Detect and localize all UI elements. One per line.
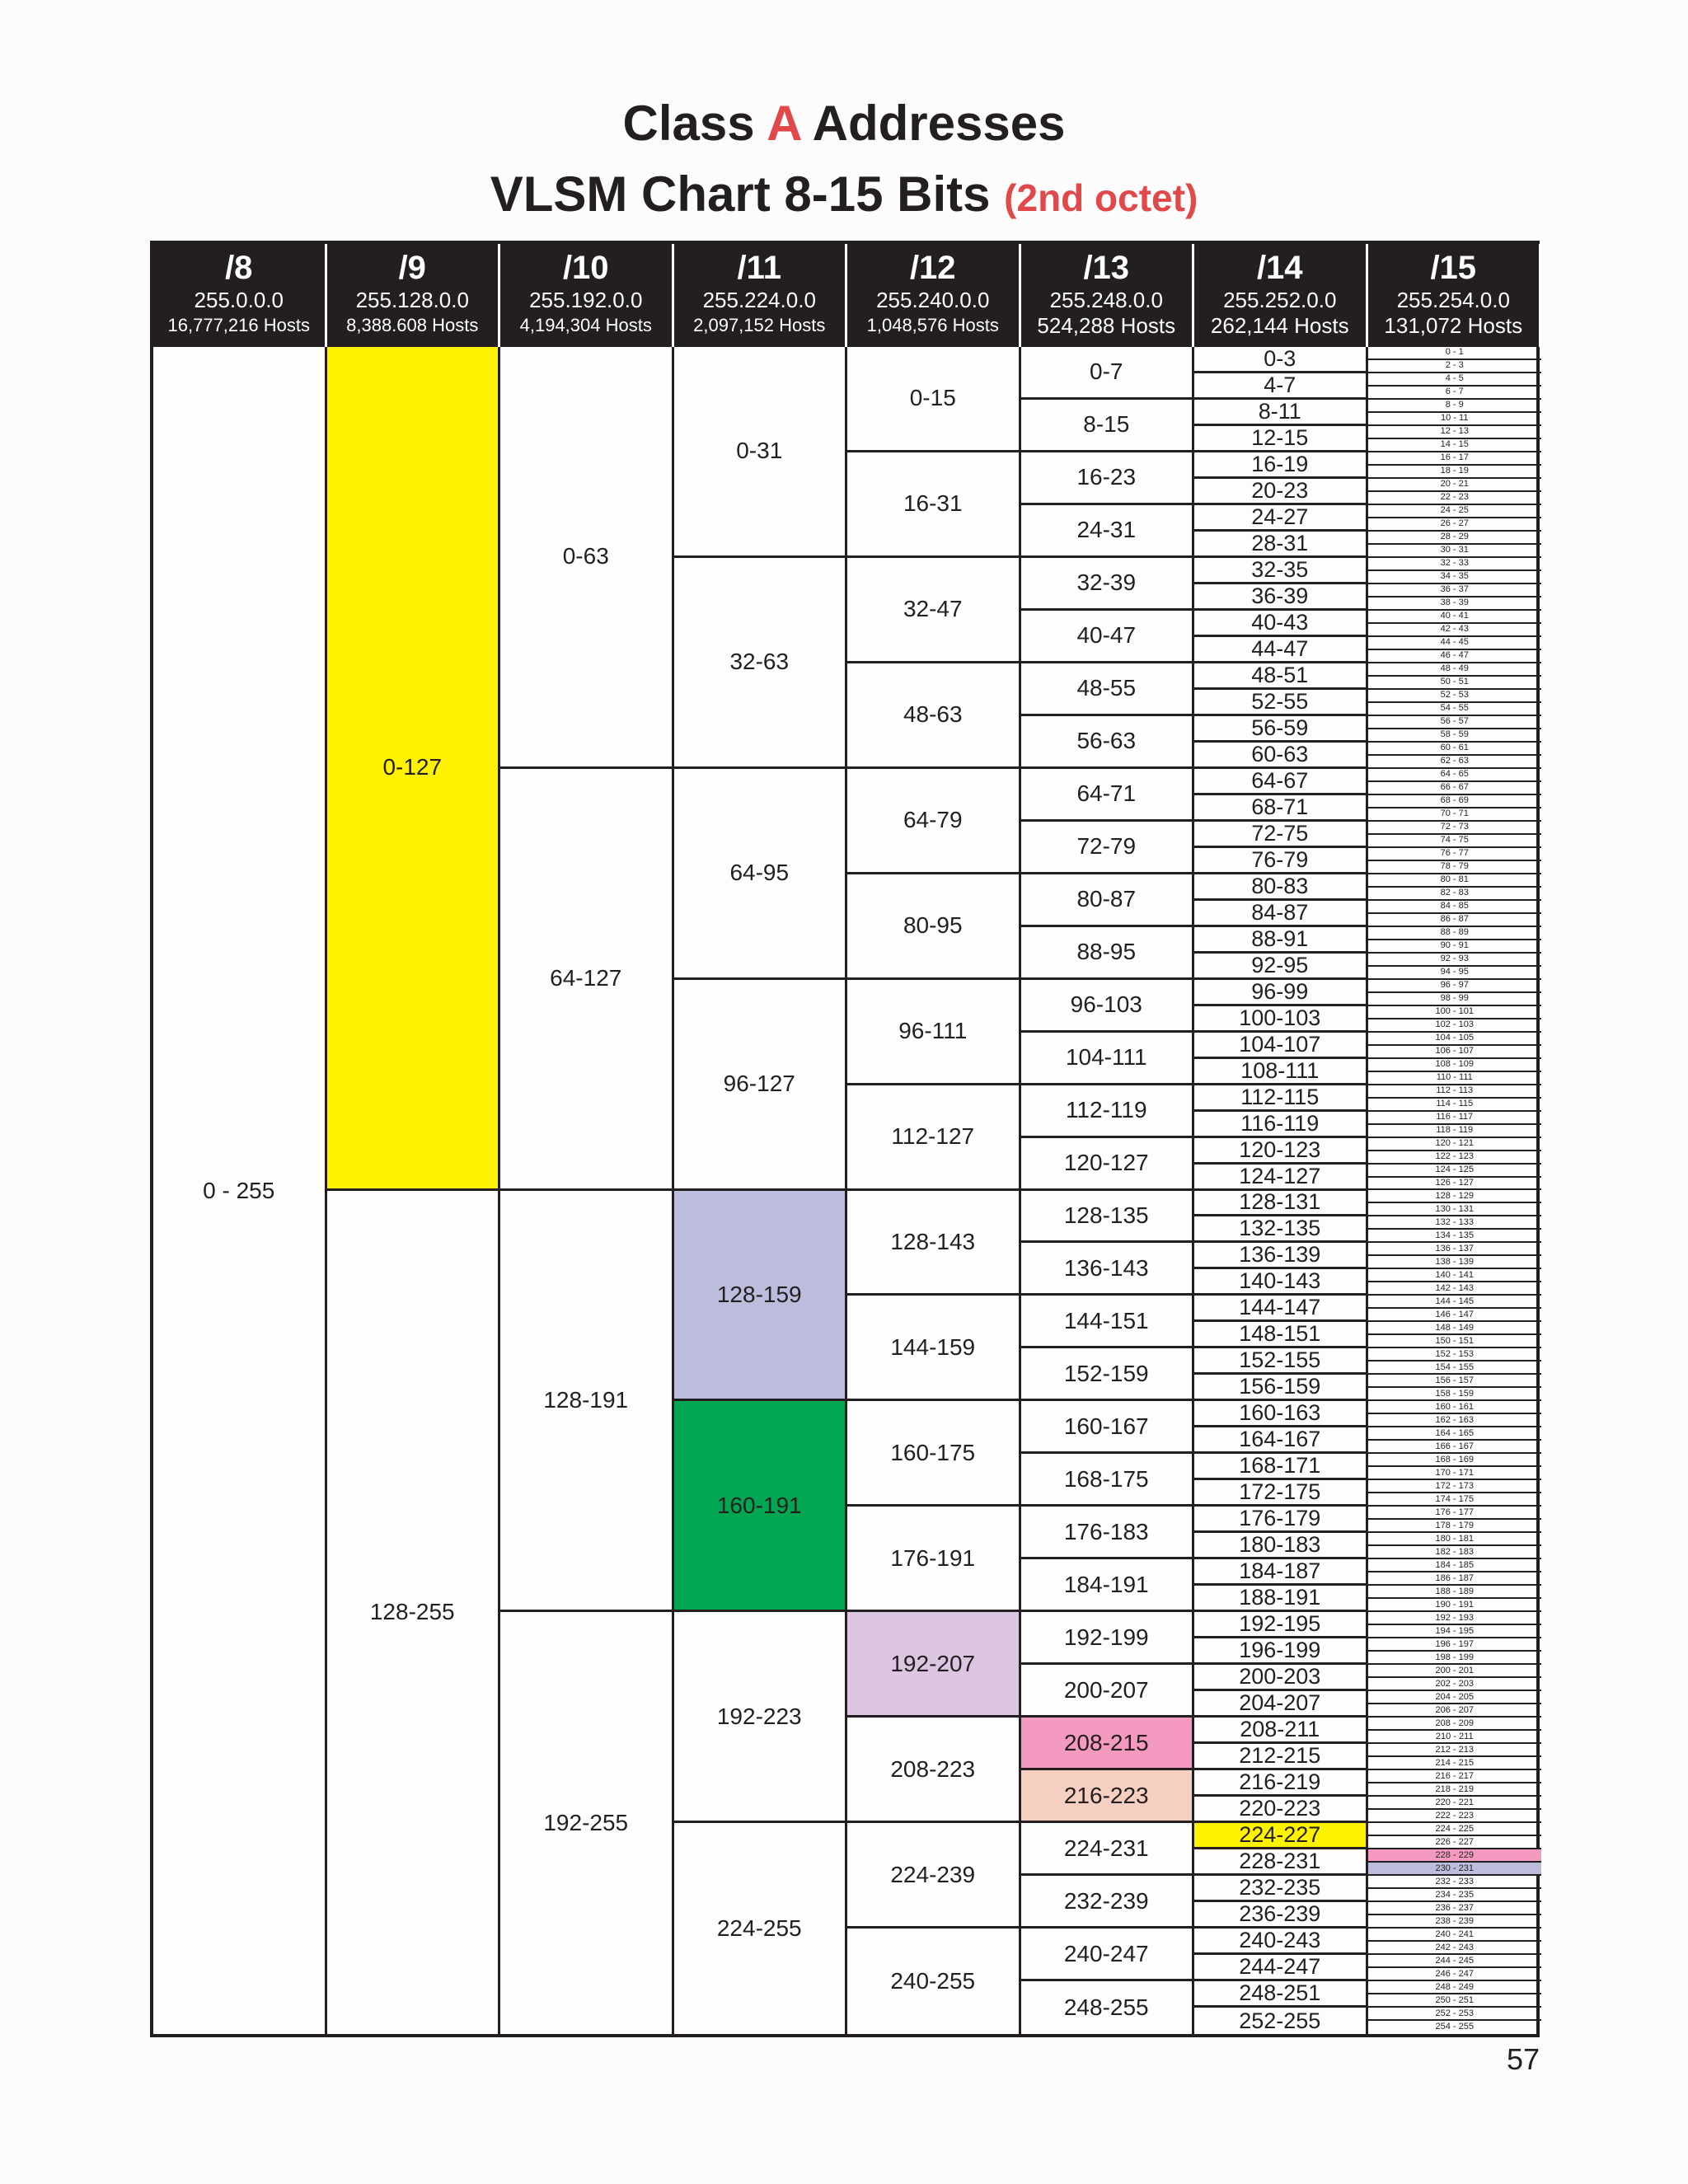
column-header — [1021, 244, 1195, 347]
page-title — [0, 91, 1688, 157]
range-cell: 212-215 — [1194, 1744, 1368, 1770]
range-cell: 94 - 95 — [1368, 967, 1542, 980]
range-cell: 152-159 — [1021, 1348, 1195, 1401]
range-cell: 176-183 — [1021, 1507, 1195, 1559]
prefix-label: /13 — [1083, 250, 1130, 286]
hosts-count: 8,388.608 Hosts — [346, 315, 479, 335]
range-cell: 124-127 — [1194, 1165, 1368, 1191]
range-cell: 192-255 — [500, 1612, 674, 2034]
range-cell: 14 - 15 — [1368, 439, 1542, 452]
range-cell: 178 - 179 — [1368, 1520, 1542, 1533]
range-cell: 40 - 41 — [1368, 611, 1542, 624]
range-cell: 120-127 — [1021, 1138, 1195, 1191]
prefix-label: /8 — [225, 250, 253, 286]
range-cell: 236 - 237 — [1368, 1902, 1542, 1915]
range-cell: 216-219 — [1194, 1770, 1368, 1797]
range-cell: 96-127 — [674, 980, 848, 1191]
range-cell: 18 - 19 — [1368, 466, 1542, 479]
range-cell: 194 - 195 — [1368, 1625, 1542, 1638]
range-cell: 128-255 — [327, 1191, 501, 2035]
range-cell: 112-127 — [847, 1085, 1021, 1191]
subnet-mask: 255.254.0.0 — [1396, 288, 1510, 312]
range-cell: 168-175 — [1021, 1454, 1195, 1507]
hosts-count: 2,097,152 Hosts — [693, 315, 826, 335]
range-cell: 240-243 — [1194, 1929, 1368, 1955]
range-cell: 204 - 205 — [1368, 1691, 1542, 1704]
range-cell: 112 - 113 — [1368, 1085, 1542, 1099]
range-cell: 0-31 — [674, 347, 848, 558]
range-cell: 254 - 255 — [1435, 2022, 1474, 2032]
range-cell: 252 - 253 — [1368, 2008, 1542, 2021]
range-cell: 230 - 231 — [1368, 1863, 1542, 1876]
range-cell: 224-227 — [1194, 1823, 1368, 1849]
range-cell: 154 - 155 — [1368, 1361, 1542, 1375]
range-cell: 4 - 5 — [1368, 373, 1542, 387]
range-cell: 104-107 — [1194, 1033, 1368, 1059]
range-cell: 46 - 47 — [1368, 650, 1542, 663]
range-cell: 72-75 — [1194, 822, 1368, 848]
range-cell: 48-51 — [1194, 663, 1368, 690]
range-cell: 32-47 — [847, 558, 1021, 663]
title-addresses-word: Addresses — [812, 96, 1066, 151]
range-cell: 68 - 69 — [1368, 795, 1542, 808]
range-cell: 196 - 197 — [1368, 1638, 1542, 1652]
range-cell: 234 - 235 — [1368, 1889, 1542, 1902]
range-cell: 36-39 — [1194, 584, 1368, 611]
range-cell: 116 - 117 — [1368, 1112, 1542, 1125]
range-cell: 8-15 — [1021, 400, 1195, 452]
subnet-mask: 255.192.0.0 — [529, 288, 643, 312]
range-cell: 8-11 — [1194, 400, 1368, 426]
range-cell: 242 - 243 — [1368, 1942, 1542, 1955]
range-cell: 20 - 21 — [1368, 479, 1542, 492]
range-cell: 62 - 63 — [1368, 756, 1542, 769]
range-cell: 244 - 245 — [1368, 1955, 1542, 1968]
range-cell: 32-63 — [674, 558, 848, 769]
column-header — [153, 244, 327, 347]
range-cell: 48-63 — [847, 663, 1021, 769]
hosts-count: 524,288 Hosts — [1037, 313, 1176, 338]
subnet-mask: 255.0.0.0 — [194, 288, 284, 312]
range-cell: 160 - 161 — [1368, 1401, 1542, 1414]
range-cell: 38 - 39 — [1368, 598, 1542, 611]
range-cell: 2 - 3 — [1368, 360, 1542, 373]
prefix-label: /15 — [1430, 250, 1477, 286]
range-cell: 224-239 — [847, 1823, 1021, 1929]
range-cell: 122 - 123 — [1368, 1151, 1542, 1165]
range-cell: 10 - 11 — [1368, 413, 1542, 426]
page-subtitle — [0, 162, 1688, 231]
range-cell: 208-211 — [1194, 1718, 1368, 1744]
range-cell: 182 - 183 — [1368, 1546, 1542, 1559]
range-cell: 110 - 111 — [1368, 1072, 1542, 1085]
range-cell: 44-47 — [1194, 637, 1368, 663]
range-cell: 208-223 — [847, 1718, 1021, 1823]
range-cell: 12-15 — [1194, 426, 1368, 452]
range-cell: 84-87 — [1194, 901, 1368, 927]
column-header — [1194, 244, 1368, 347]
range-cell: 72 - 73 — [1368, 822, 1542, 835]
range-cell: 112-115 — [1194, 1085, 1368, 1112]
range-cell: 196-199 — [1194, 1638, 1368, 1665]
vlsm-chart — [150, 241, 1540, 2037]
subtitle-note: (2nd octet) — [1004, 176, 1198, 219]
range-cell: 76 - 77 — [1368, 848, 1542, 861]
range-cell: 80-87 — [1021, 874, 1195, 927]
range-cell: 0 - 255 — [153, 347, 327, 2034]
range-cell: 54 - 55 — [1368, 703, 1542, 716]
range-cell: 108-111 — [1194, 1059, 1368, 1085]
range-cell: 40-47 — [1021, 611, 1195, 663]
range-cell: 162 - 163 — [1368, 1414, 1542, 1427]
range-cell: 238 - 239 — [1368, 1915, 1542, 1929]
range-cell: 204-207 — [1194, 1691, 1368, 1718]
range-cell: 88 - 89 — [1368, 927, 1542, 940]
range-cell: 136-143 — [1021, 1243, 1195, 1296]
range-cell: 184-187 — [1194, 1559, 1368, 1586]
range-cell: 42 - 43 — [1368, 624, 1542, 637]
range-cell: 56-59 — [1194, 716, 1368, 743]
range-cell: 140-143 — [1194, 1269, 1368, 1296]
range-cell: 4-7 — [1194, 373, 1368, 400]
range-cell: 250 - 251 — [1368, 1994, 1542, 2008]
range-cell: 184 - 185 — [1368, 1559, 1542, 1572]
hosts-count: 4,194,304 Hosts — [519, 315, 652, 335]
prefix-label: /9 — [398, 250, 426, 286]
range-cell: 64-67 — [1194, 769, 1368, 795]
column-header — [1368, 244, 1542, 347]
column-header — [327, 244, 501, 347]
range-cell: 212 - 213 — [1368, 1744, 1542, 1757]
range-cell: 138 - 139 — [1368, 1256, 1542, 1269]
range-cell: 8 - 9 — [1368, 400, 1542, 413]
range-cell: 176-179 — [1194, 1507, 1368, 1533]
range-cell: 80-95 — [847, 874, 1021, 980]
range-cell: 88-91 — [1194, 927, 1368, 954]
range-cell: 248-255 — [1021, 1981, 1195, 2034]
prefix-label: /12 — [909, 250, 956, 286]
range-cell: 0-7 — [1021, 347, 1195, 400]
range-cell: 52-55 — [1194, 690, 1368, 716]
range-cell: 88-95 — [1021, 927, 1195, 980]
title-class-word: Class — [622, 96, 755, 151]
title-class-letter: A — [767, 96, 801, 151]
range-cell: 24 - 25 — [1368, 505, 1542, 518]
range-cell: 64-79 — [847, 769, 1021, 874]
range-cell: 24-27 — [1194, 505, 1368, 532]
range-cell: 96 - 97 — [1368, 980, 1542, 993]
range-cell: 158 - 159 — [1368, 1388, 1542, 1401]
range-cell: 192 - 193 — [1368, 1612, 1542, 1625]
range-cell: 66 - 67 — [1368, 782, 1542, 795]
range-cell: 132 - 133 — [1368, 1216, 1542, 1230]
range-cell: 16-19 — [1194, 452, 1368, 479]
subnet-mask: 255.128.0.0 — [355, 288, 469, 312]
range-cell: 100-103 — [1194, 1006, 1368, 1033]
hosts-count: 16,777,216 Hosts — [167, 315, 310, 335]
range-cell: 144-159 — [847, 1296, 1021, 1401]
range-cell: 128-135 — [1021, 1191, 1195, 1244]
range-cell: 186 - 187 — [1368, 1572, 1542, 1586]
range-cell: 130 - 131 — [1368, 1203, 1542, 1216]
range-cell: 26 - 27 — [1368, 518, 1542, 532]
range-cell: 188 - 189 — [1368, 1586, 1542, 1599]
page-number: 57 — [1506, 2042, 1540, 2076]
range-cell: 168-171 — [1194, 1454, 1368, 1480]
range-cell: 232-235 — [1194, 1876, 1368, 1902]
range-cell: 224-231 — [1021, 1823, 1195, 1876]
range-cell: 34 - 35 — [1368, 571, 1542, 584]
range-cell: 240-247 — [1021, 1929, 1195, 1981]
prefix-label: /14 — [1256, 250, 1303, 286]
range-cell: 236-239 — [1194, 1902, 1368, 1929]
range-cell: 210 - 211 — [1368, 1731, 1542, 1744]
hosts-count: 1,048,576 Hosts — [866, 315, 999, 335]
column-header — [847, 244, 1021, 347]
range-cell: 16-31 — [847, 452, 1021, 558]
column-header — [500, 244, 674, 347]
subnet-mask: 255.240.0.0 — [876, 288, 990, 312]
range-cell: 128 - 129 — [1368, 1191, 1542, 1204]
prefix-label: /10 — [562, 250, 609, 286]
range-cell: 126 - 127 — [1368, 1178, 1542, 1191]
range-cell: 30 - 31 — [1368, 545, 1542, 558]
range-cell: 136-139 — [1194, 1243, 1368, 1269]
range-cell: 32 - 33 — [1368, 558, 1542, 571]
range-cell: 142 - 143 — [1368, 1282, 1542, 1296]
range-cell: 50 - 51 — [1368, 677, 1542, 690]
range-cell: 144-147 — [1194, 1296, 1368, 1322]
range-cell: 16-23 — [1021, 452, 1195, 505]
range-cell: 120-123 — [1194, 1138, 1368, 1165]
range-cell: 22 - 23 — [1368, 492, 1542, 505]
range-cell: 40-43 — [1194, 611, 1368, 637]
range-cell: 90 - 91 — [1368, 940, 1542, 954]
range-cell: 128-131 — [1194, 1191, 1368, 1217]
range-cell: 124 - 125 — [1368, 1165, 1542, 1178]
range-cell: 76-79 — [1194, 848, 1368, 874]
subtitle-main: VLSM Chart 8-15 Bits — [490, 166, 991, 222]
range-cell: 246 - 247 — [1368, 1968, 1542, 1981]
range-cell: 232-239 — [1021, 1876, 1195, 1929]
range-cell: 220 - 221 — [1368, 1797, 1542, 1810]
range-cell: 168 - 169 — [1368, 1454, 1542, 1467]
range-cell: 80-83 — [1194, 874, 1368, 901]
range-cell: 220-223 — [1194, 1797, 1368, 1823]
range-cell: 60-63 — [1194, 743, 1368, 769]
range-cell: 224-255 — [674, 1823, 848, 2034]
range-cell: 156 - 157 — [1368, 1375, 1542, 1388]
range-cell: 174 - 175 — [1368, 1493, 1542, 1507]
range-cell: 64-71 — [1021, 769, 1195, 822]
range-cell: 64 - 65 — [1368, 769, 1542, 782]
range-cell: 80 - 81 — [1368, 874, 1542, 888]
hosts-count: 262,144 Hosts — [1210, 313, 1349, 338]
range-cell: 188-191 — [1194, 1586, 1368, 1612]
range-cell: 160-191 — [674, 1401, 848, 1612]
range-cell: 226 - 227 — [1368, 1836, 1542, 1849]
range-cell: 148 - 149 — [1368, 1322, 1542, 1335]
range-cell: 20-23 — [1194, 479, 1368, 505]
range-cell: 70 - 71 — [1368, 808, 1542, 822]
range-cell: 6 - 7 — [1368, 387, 1542, 400]
range-cell: 224 - 225 — [1368, 1823, 1542, 1836]
range-cell: 128-191 — [500, 1191, 674, 1613]
range-cell: 248 - 249 — [1368, 1981, 1542, 1994]
range-cell: 128-159 — [674, 1191, 848, 1402]
range-cell: 82 - 83 — [1368, 888, 1542, 901]
range-cell: 24-31 — [1021, 505, 1195, 558]
range-cell: 160-163 — [1194, 1401, 1368, 1427]
range-cell: 180-183 — [1194, 1533, 1368, 1559]
range-cell: 240 - 241 — [1368, 1929, 1542, 1942]
range-cell: 58 - 59 — [1368, 729, 1542, 743]
range-cell: 108 - 109 — [1368, 1059, 1542, 1072]
hosts-count: 131,072 Hosts — [1384, 313, 1523, 338]
range-cell: 198 - 199 — [1368, 1652, 1542, 1665]
range-cell: 144 - 145 — [1368, 1296, 1542, 1309]
range-cell: 116-119 — [1194, 1112, 1368, 1138]
range-cell: 0-3 — [1194, 347, 1368, 373]
range-cell: 56 - 57 — [1368, 716, 1542, 729]
range-cell: 208-215 — [1021, 1718, 1195, 1770]
range-cell: 74 - 75 — [1368, 835, 1542, 848]
range-cell: 96-103 — [1021, 980, 1195, 1033]
range-cell: 132-135 — [1194, 1216, 1368, 1243]
range-cell: 60 - 61 — [1368, 743, 1542, 756]
range-cell: 146 - 147 — [1368, 1309, 1542, 1322]
range-cell: 200-203 — [1194, 1665, 1368, 1691]
subnet-mask: 255.252.0.0 — [1223, 288, 1337, 312]
range-cell: 102 - 103 — [1368, 1019, 1542, 1033]
subnet-mask: 255.248.0.0 — [1049, 288, 1163, 312]
range-cell: 164 - 165 — [1368, 1427, 1542, 1441]
range-cell: 172 - 173 — [1368, 1480, 1542, 1493]
range-cell: 176 - 177 — [1368, 1507, 1542, 1520]
range-cell: 172-175 — [1194, 1480, 1368, 1507]
range-cell: 252-255 — [1194, 2008, 1368, 2034]
range-cell: 36 - 37 — [1368, 584, 1542, 598]
range-cell: 64-127 — [500, 769, 674, 1191]
range-cell: 200 - 201 — [1368, 1665, 1542, 1678]
range-cell: 98 - 99 — [1368, 993, 1542, 1006]
prefix-label: /11 — [737, 250, 781, 286]
range-cell: 28-31 — [1194, 532, 1368, 558]
range-cell: 216-223 — [1021, 1770, 1195, 1823]
range-cell: 218 - 219 — [1368, 1783, 1542, 1797]
range-cell: 0-15 — [847, 347, 1021, 452]
range-cell: 92 - 93 — [1368, 954, 1542, 967]
range-cell: 152 - 153 — [1368, 1348, 1542, 1361]
range-cell: 214 - 215 — [1368, 1757, 1542, 1770]
range-cell: 202 - 203 — [1368, 1678, 1542, 1691]
range-cell: 160-175 — [847, 1401, 1021, 1507]
range-cell: 190 - 191 — [1368, 1599, 1542, 1612]
range-cell: 104-111 — [1021, 1033, 1195, 1085]
range-cell: 206 - 207 — [1368, 1704, 1542, 1718]
range-cell: 112-119 — [1021, 1085, 1195, 1138]
range-cell: 144-151 — [1021, 1296, 1195, 1348]
range-cell: 136 - 137 — [1368, 1243, 1542, 1256]
range-cell: 84 - 85 — [1368, 901, 1542, 914]
range-cell: 48 - 49 — [1368, 663, 1542, 677]
range-cell: 228-231 — [1194, 1849, 1368, 1876]
range-cell: 118 - 119 — [1368, 1125, 1542, 1138]
column-header — [674, 244, 848, 347]
range-cell: 192-199 — [1021, 1612, 1195, 1665]
range-cell: 150 - 151 — [1368, 1335, 1542, 1348]
range-cell: 0-63 — [500, 347, 674, 769]
range-cell: 176-191 — [847, 1507, 1021, 1612]
range-cell: 100 - 101 — [1368, 1006, 1542, 1019]
range-cell: 152-155 — [1194, 1348, 1368, 1375]
range-cell: 52 - 53 — [1368, 690, 1542, 703]
range-cell: 180 - 181 — [1368, 1533, 1542, 1546]
range-cell: 64-95 — [674, 769, 848, 980]
subnet-mask: 255.224.0.0 — [702, 288, 816, 312]
range-cell: 96-99 — [1194, 980, 1368, 1006]
range-cell: 92-95 — [1194, 954, 1368, 980]
range-cell: 240-255 — [847, 1929, 1021, 2034]
range-cell: 170 - 171 — [1368, 1467, 1542, 1480]
range-cell: 104 - 105 — [1368, 1033, 1542, 1046]
range-cell: 0-127 — [327, 347, 501, 1191]
range-cell: 200-207 — [1021, 1665, 1195, 1718]
range-cell: 244-247 — [1194, 1955, 1368, 1981]
range-cell: 134 - 135 — [1368, 1230, 1542, 1243]
range-cell: 208 - 209 — [1368, 1718, 1542, 1731]
range-cell: 232 - 233 — [1368, 1876, 1542, 1889]
range-cell: 128-143 — [847, 1191, 1021, 1296]
range-cell: 32-35 — [1194, 558, 1368, 584]
range-cell: 114 - 115 — [1368, 1099, 1542, 1112]
range-cell: 56-63 — [1021, 716, 1195, 769]
range-cell: 192-223 — [674, 1612, 848, 1823]
range-cell: 160-167 — [1021, 1401, 1195, 1454]
range-cell: 16 - 17 — [1368, 452, 1542, 466]
range-cell: 228 - 229 — [1368, 1849, 1542, 1863]
range-cell: 86 - 87 — [1368, 914, 1542, 927]
range-cell: 166 - 167 — [1368, 1441, 1542, 1454]
range-cell: 48-55 — [1021, 663, 1195, 716]
range-cell: 32-39 — [1021, 558, 1195, 611]
range-cell: 222 - 223 — [1368, 1810, 1542, 1823]
range-cell: 68-71 — [1194, 795, 1368, 822]
range-cell: 106 - 107 — [1368, 1046, 1542, 1059]
range-cell: 72-79 — [1021, 822, 1195, 874]
range-cell: 248-251 — [1194, 1981, 1368, 2008]
range-cell: 44 - 45 — [1368, 637, 1542, 650]
range-cell: 184-191 — [1021, 1559, 1195, 1612]
range-cell: 12 - 13 — [1368, 426, 1542, 439]
range-cell: 192-207 — [847, 1612, 1021, 1718]
range-cell: 0 - 1 — [1368, 347, 1542, 360]
range-cell: 140 - 141 — [1368, 1269, 1542, 1282]
range-cell: 192-195 — [1194, 1612, 1368, 1638]
range-cell: 28 - 29 — [1368, 532, 1542, 545]
range-cell: 78 - 79 — [1368, 861, 1542, 874]
range-cell: 164-167 — [1194, 1427, 1368, 1454]
range-cell: 216 - 217 — [1368, 1770, 1542, 1783]
range-cell: 156-159 — [1194, 1375, 1368, 1401]
range-cell: 120 - 121 — [1368, 1138, 1542, 1151]
range-cell: 96-111 — [847, 980, 1021, 1085]
range-cell: 148-151 — [1194, 1322, 1368, 1348]
